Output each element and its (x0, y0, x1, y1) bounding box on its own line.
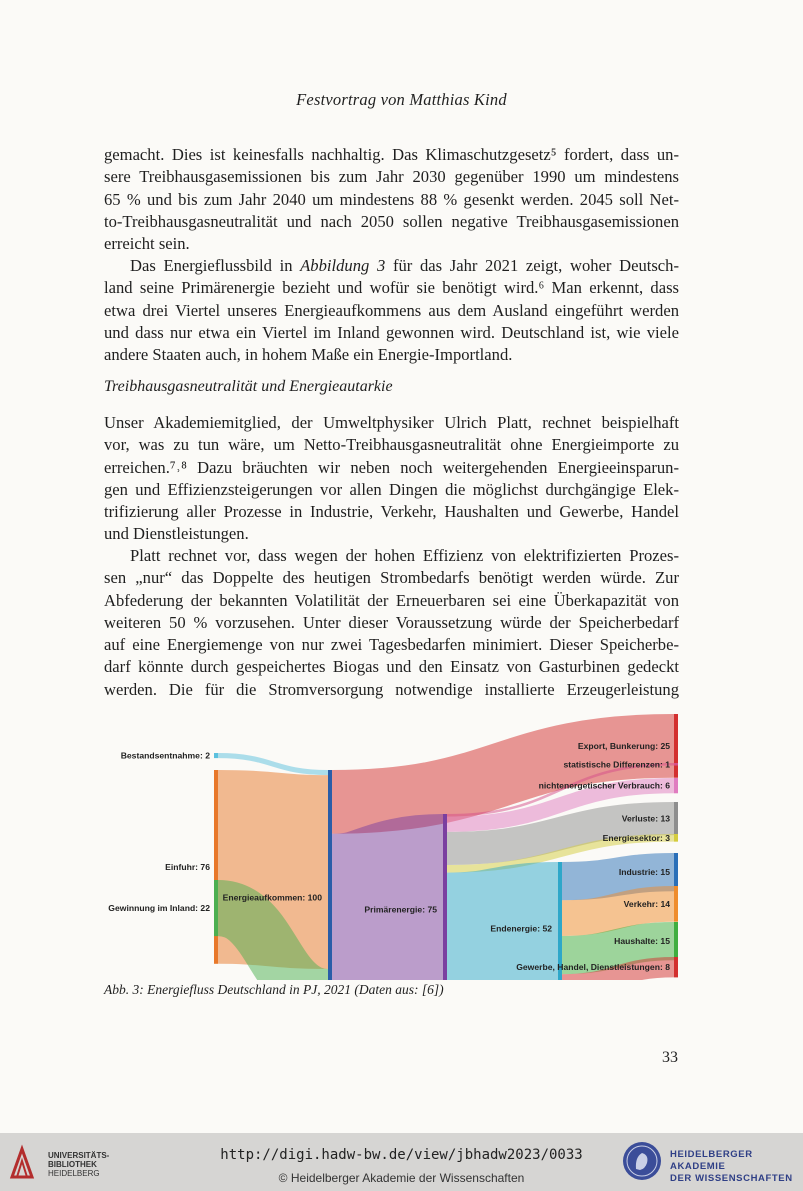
sankey-node-ghd (674, 957, 678, 977)
text-line: und dass nur etwa ein Viertel im Inland gewonnen wird. Deutschland ist, wie viele (104, 322, 679, 342)
academy-logo-line: HEIDELBERGER AKADEMIE (670, 1149, 753, 1172)
sankey-label-haushalte: Haushalte: 15 (614, 936, 670, 947)
sankey-node-haushalte (674, 922, 678, 960)
text-line: auf eine Energiemenge von nur zwei Tagesbedarfen minimiert. Dieser Speicherbe- (104, 635, 679, 655)
sankey-label-verkehr: Verkehr: 14 (623, 898, 670, 909)
text-line: erreicht sein. (104, 234, 190, 254)
sankey-node-sektor (674, 834, 678, 842)
page-number: 33 (662, 1049, 678, 1066)
text-line: andere Staaten auch, in hohem Maße ein Energie-Importland. (104, 345, 513, 365)
sankey-label-sektor: Energiesektor: 3 (602, 832, 670, 843)
text-line: sere Treibhausgasemissionen bis zum Jahr 2030 gegenüber 1990 um mindestens (104, 167, 679, 187)
paragraph-1 (104, 144, 679, 255)
academy-seal-icon (620, 1139, 664, 1183)
paragraph-3 (104, 412, 679, 546)
text-line: sen „nur“ das Doppelte des heutigen Strombedarfs benötigt werden würde. Zur (104, 568, 679, 588)
copyright-notice: © Heidelberger Akademie der Wissenschaften (278, 1171, 525, 1185)
text-line: erreichen.⁷˒⁸ Dazu bräuchten wir neben noch weitergehenden Energieeinsparun- (104, 457, 679, 477)
text-line: Unser Akademiemitglied, der Umweltphysiker Ulrich Platt, rechnet beispielhaft (104, 413, 679, 432)
energy-flow-sankey-chart (100, 700, 690, 980)
sankey-label-nichtenerg: nichtenergetischer Verbrauch: 6 (538, 780, 670, 791)
academy-logo[interactable] (620, 1139, 800, 1185)
academy-logo-line: DER WISSENSCHAFTEN (670, 1173, 793, 1184)
sankey-label-industrie: Industrie: 15 (618, 867, 670, 878)
ub-logo-line: UNIVERSITÄTS- (48, 1151, 110, 1160)
sankey-label-gewinnung: Gewinnung im Inland: 22 (108, 903, 210, 914)
sankey-label-bestand: Bestandsentnahme: 2 (120, 750, 210, 761)
text-line: to-Treibhausgasneutralität und nach 2050 sollen negative Treibhausgasemissionen (104, 211, 679, 231)
ub-logo-line: HEIDELBERG (48, 1169, 100, 1178)
running-head: Festvortrag von Matthias Kind (296, 90, 507, 109)
sankey-node-industrie (674, 853, 678, 891)
sankey-label-aufkommen: Energieaufkommen: 100 (222, 892, 322, 903)
sankey-label-statdiff: statistische Differenzen: 1 (563, 759, 670, 770)
text-line: vor, was zu tun wäre, um Netto-Treibhausgasneutralität ohne Energieimporte zu (104, 435, 679, 455)
text-line: 65 % und bis zum Jahr 2040 um mindestens 88 % gesenkt werden. 2045 soll Net- (104, 189, 679, 209)
sankey-label-export: Export, Bunkerung: 25 (577, 740, 670, 751)
text-line: Das Energieflussbild in Abbildung 3 für das Jahr 2021 zeigt, woher Deutsch- (130, 256, 679, 275)
sankey-node-aufkommen (328, 770, 332, 980)
sankey-link-einfuhr-aufkommen (218, 867, 328, 872)
sankey-node-export (674, 714, 678, 778)
sankey-label-ghd: Gewerbe, Handel, Dienstleistungen: 8 (516, 962, 670, 973)
text-line: gen und Effizienzsteigerungen vor allen Dingen die möglichst durchgängige Elek- (104, 479, 679, 499)
text-line: darf könnte durch gespeichertes Biogas und den Einsatz von Gasturbinen gedeckt (104, 657, 679, 677)
sankey-node-nichtenerg (674, 778, 678, 793)
sankey-label-primaer: Primärenergie: 75 (364, 904, 437, 915)
text-line: Abfederung der bekannten Volatilität der Erneuerbaren sei eine Überkapazität von (104, 590, 679, 610)
text-line: land seine Primärenergie bezieht und wofür sie benötigt wird.⁶ Man erkennt, dass (104, 278, 679, 298)
sankey-label-endenergie: Endenergie: 52 (490, 923, 552, 934)
figure-reference: Abbildung 3 (300, 256, 386, 275)
sankey-label-verluste: Verluste: 13 (621, 813, 670, 824)
text-line: Platt rechnet vor, dass wegen der hohen Effizienz von elektrifizierten Prozes- (130, 546, 679, 565)
text-line: weiteren 50 % vorzusehen. Unter dieser Voraussetzung würde der Speicherbedarf (104, 612, 679, 632)
sankey-link-bestand-aufkommen (218, 756, 328, 773)
paragraph-4 (104, 545, 679, 701)
text-line: und Dienstleistungen. (104, 524, 249, 544)
footer-bar (0, 1133, 803, 1191)
text-line: trifizierung aller Prozesse in Industrie, Verkehr, Haushalten und Gewerbe, Handel (104, 502, 679, 522)
document-url-link[interactable]: http://digi.hadw-bw.de/view/jbhadw2023/0033 (220, 1147, 583, 1163)
sankey-node-primaer (443, 814, 447, 980)
sankey-node-verkehr (674, 886, 678, 922)
text-line: gemacht. Dies ist keinesfalls nachhaltig. Das Klimaschutzgesetz⁵ fordert, dass un- (104, 145, 679, 164)
sankey-label-einfuhr: Einfuhr: 76 (165, 861, 210, 872)
figure-caption: Abb. 3: Energiefluss Deutschland in PJ, 2021 (Daten aus: [6]) (104, 982, 444, 997)
sankey-node-gewinnung (214, 880, 218, 936)
ub-logo-line: BIBLIOTHEK (48, 1160, 97, 1169)
sankey-node-verluste (674, 802, 678, 835)
paragraph-2 (104, 255, 679, 366)
sankey-node-statdiff (674, 763, 678, 766)
text-line: werden. Die für die Stromversorgung notwendige installierte Erzeugerleistung (104, 679, 679, 699)
sankey-node-bestand (214, 753, 218, 758)
section-heading: Treibhausgasneutralität und Energieautarkie (104, 378, 393, 395)
text-line: etwa drei Viertel unseres Energieaufkommens aus dem Ausland eingeführt werden (104, 300, 679, 320)
